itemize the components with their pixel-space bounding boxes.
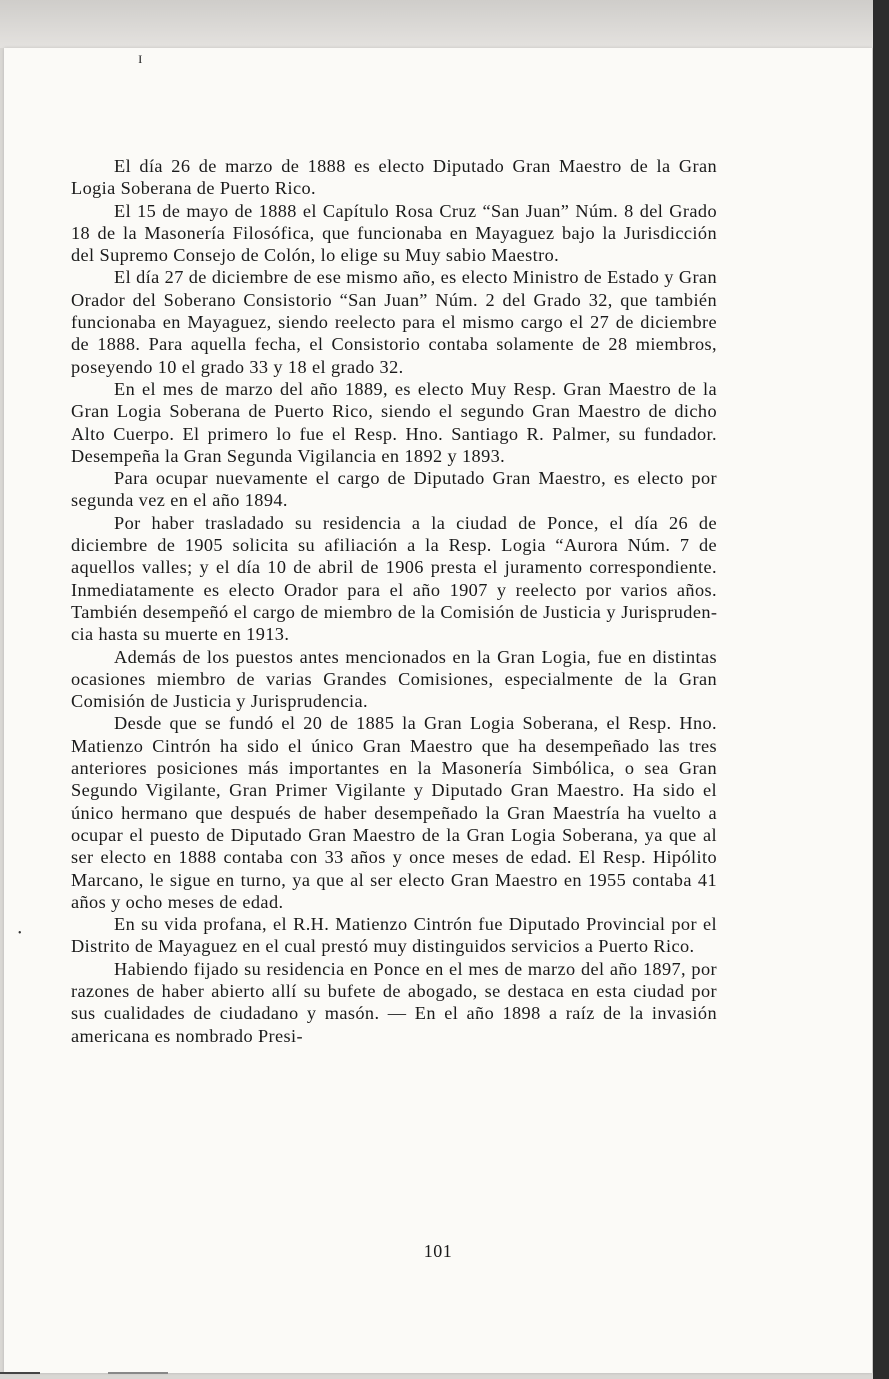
paragraph-6: Por haber trasladado su residencia a la ciudad de Ponce, el día 26 de diciembre de 1905 solicita su afiliación a la Resp. Logia “Aurora Núm. 7 de aquellos valles; y el día 10 de abril de 1906 presta el juramento correspondiente. Inmediatamente es electo Orador para el año 1907 y reelecto por varios años. También desempeñó el cargo de miembro de la Comisión de Justicia y Jurisprudencia hasta su muerte en 1913. (71, 512, 717, 645)
paragraph-1: El día 26 de marzo de 1888 es electo Diputado Gran Maestro de la Gran Logia Soberana de Puerto Rico. (71, 156, 717, 199)
paragraph-10: Habiendo fijado su residencia en Ponce en el mes de marzo del año 1897, por razones de haber abierto allí su bufete de abogado, se destaca en esta ciudad por sus cualidades de ciudadano y masón. — En el año 1898 a raíz de la invasión americana es nombrado Presi- (71, 958, 717, 1046)
stray-dot: • (18, 928, 22, 939)
stray-mark: ɪ (138, 50, 143, 67)
paragraph-5: Para ocupar nuevamente el cargo de Diputado Gran Maestro, es electo por segunda vez en el año 1894. (71, 468, 717, 511)
paragraph-7: Además de los puestos antes mencionados en la Gran Logia, fue en distintas ocasiones miembro de varias Grandes Comisiones, especialmente de la Gran Comisión de Justicia y Jurisprudencia. (71, 646, 717, 712)
scan-bottom-line-left (0, 1372, 40, 1374)
body-text (71, 155, 717, 1047)
scan-bottom-line-mid (108, 1372, 168, 1374)
scan-right-edge (873, 0, 889, 1379)
paragraph-3: El día 27 de diciembre de ese mismo año, es electo Ministro de Estado y Gran Orador del Soberano Consistorio “San Juan” Núm. 2 del Grado 32, que también funcionaba en Mayaguez, siendo reelecto para el mismo cargo el 27 de diciembre de 1888. Para aquella fecha, el Consistorio contaba solamente de 28 miembros, poseyendo 10 el grado 33 y 18 el grado 32. (71, 267, 717, 377)
paragraph-8: Desde que se fundó el 20 de 1885 la Gran Logia Soberana, el Resp. Hno. Matienzo Cintrón ha sido el único Gran Maestro que ha desempeñado las tres anteriores posiciones más importantes en la Masonería Simbólica, o sea Gran Segundo Vigilante, Gran Primer Vigilante y Diputado Gran Maestro. Ha sido el único hermano que después de haber desempeñado la Gran Maestría ha vuelto a ocupar el puesto de Diputado Gran Maestro de la Gran Logia Soberana, ya que al ser electo en 1888 contaba con 33 años y once meses de edad. El Resp. Hipólito Marcano, le sigue en turno, ya que al ser electo Gran Maestro en 1955 contaba 41 años y ocho meses de edad. (71, 713, 717, 912)
page-number: 101 (423, 1241, 453, 1261)
paragraph-9: En su vida profana, el R.H. Matienzo Cintrón fue Diputado Provincial por el Distrito de Mayaguez en el cual prestó muy distinguidos servicios a Puerto Rico. (71, 914, 717, 957)
book-page (4, 48, 872, 1373)
scan-top-margin (0, 0, 873, 48)
paragraph-2: El 15 de mayo de 1888 el Capítulo Rosa Cruz “San Juan” Núm. 8 del Grado 18 de la Masonería Filosófica, que funcionaba en Mayaguez bajo la Jurisdicción del Supremo Consejo de Colón, lo elige su Muy sabio Maestro. (71, 200, 717, 266)
paragraph-4: En el mes de marzo del año 1889, es electo Muy Resp. Gran Maestro de la Gran Logia Soberana de Puerto Rico, siendo el segundo Gran Maestro de dicho Alto Cuerpo. El primero lo fue el Resp. Hno. Santiago R. Palmer, su fundador. Desempeña la Gran Segunda Vigilancia en 1892 y 1893. (71, 378, 717, 466)
